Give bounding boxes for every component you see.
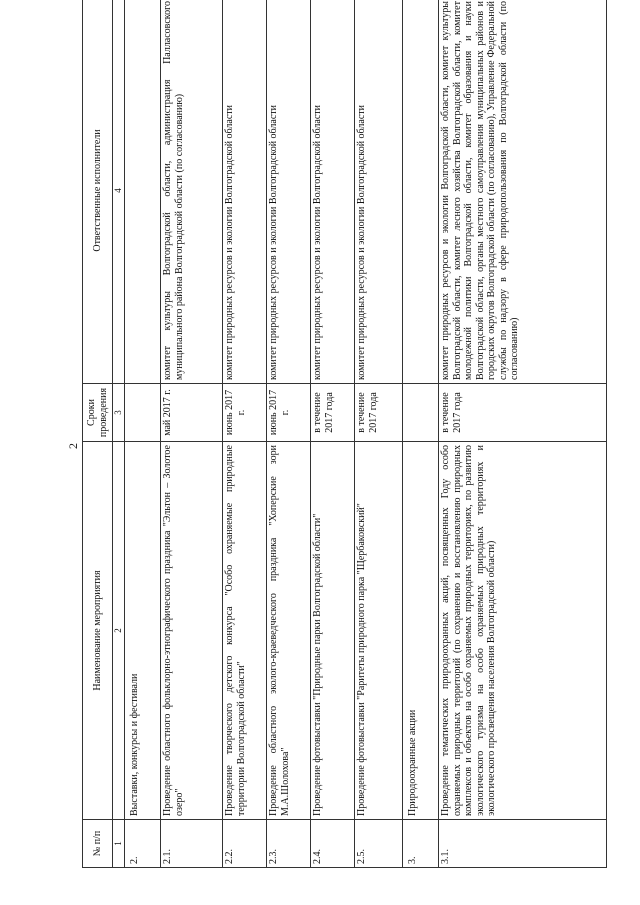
row-event-name: Природоохранные акции [403, 442, 439, 820]
table-index-row [113, 0, 125, 868]
row-term: в течение 2017 года [311, 384, 355, 442]
header-number: № п/п [83, 820, 113, 868]
row-event-name: Проведение фотовыставки "Природные парки Волгоградской области" [311, 442, 355, 820]
row-term: июнь 2017 г. [223, 384, 267, 442]
row-number: 2.4. [311, 820, 355, 868]
row-term [125, 384, 161, 442]
row-term: май 2017 г. [161, 384, 223, 442]
table-row [223, 0, 267, 868]
table-row [311, 0, 355, 868]
row-event-name: Проведение областного эколого-краеведческого праздника "Хоперские зори М.А.Шолохова" [267, 442, 311, 820]
index-cell: 2 [113, 442, 125, 820]
page-number: 2 [66, 443, 80, 449]
row-executors: комитет культуры Волгоградской области, администрация Палласовского муниципального района Волгоградской области (по согласованию) [161, 0, 223, 384]
table-row [355, 0, 403, 868]
header-executors: Ответственные исполнители [83, 0, 113, 384]
row-number: 2.2. [223, 820, 267, 868]
row-event-name: Проведение тематических природоохранных акций, посвященных Году особо охраняемых природных территорий (по сохранению и восстановлению природных комплексов и объектов на особо охраняемых природных территориях, по развитию экологического туризма на особо охраняемых природных территориях и экологического просвещения населения Волгоградской области) [439, 442, 607, 820]
row-number: 3.1. [439, 820, 607, 868]
row-executors: комитет природных ресурсов и экологии Волгоградской области, комитет культуры Волгоградской области, комитет лесного хозяйства Волгоградской области, комитет молодежной политики Волгоградской области, комитет образования и науки Волгоградской области, органы местного самоуправления муниципальных районов и городских округов Волгоградской области (по согласованию), Управление Федеральной службы по надзору в сфере природопользования по Волгоградской области (по согласованию) [439, 0, 607, 384]
header-term: Сроки проведения [83, 384, 113, 442]
row-number: 2.5. [355, 820, 403, 868]
row-number: 2.1. [161, 820, 223, 868]
events-table [82, 0, 607, 868]
row-executors: комитет природных ресурсов и экологии Волгоградской области [355, 0, 403, 384]
row-executors: комитет природных ресурсов и экологии Волгоградской области [267, 0, 311, 384]
row-executors: комитет природных ресурсов и экологии Волгоградской области [223, 0, 267, 384]
index-cell: 4 [113, 0, 125, 384]
row-number: 2. [125, 820, 161, 868]
row-executors: комитет природных ресурсов и экологии Волгоградской области [311, 0, 355, 384]
table-row [403, 0, 439, 868]
row-term [403, 384, 439, 442]
row-executors [125, 0, 161, 384]
table-header-row [83, 0, 113, 868]
row-event-name: Проведение областного фольклорно-этнографического праздника "Эльтон – Золотое озеро" [161, 442, 223, 820]
index-cell: 1 [113, 820, 125, 868]
row-event-name: Выставки, конкурсы и фестивали [125, 442, 161, 820]
row-executors [403, 0, 439, 384]
events-table-wrapper [82, 0, 607, 868]
table-row [161, 0, 223, 868]
header-event-name: Наименование мероприятия [83, 442, 113, 820]
row-event-name: Проведение фотовыставки "Раритеты природного парка "Щербаковский" [355, 442, 403, 820]
row-event-name: Проведение творческого детского конкурса "Особо охраняемые природные территории Волгоградской области" [223, 442, 267, 820]
row-number: 2.3. [267, 820, 311, 868]
row-number: 3. [403, 820, 439, 868]
row-term: в течение 2017 года [439, 384, 607, 442]
index-cell: 3 [113, 384, 125, 442]
row-term: июнь 2017 г. [267, 384, 311, 442]
table-row [125, 0, 161, 868]
row-term: в течение 2017 года [355, 384, 403, 442]
table-row [439, 0, 607, 868]
table-row [267, 0, 311, 868]
